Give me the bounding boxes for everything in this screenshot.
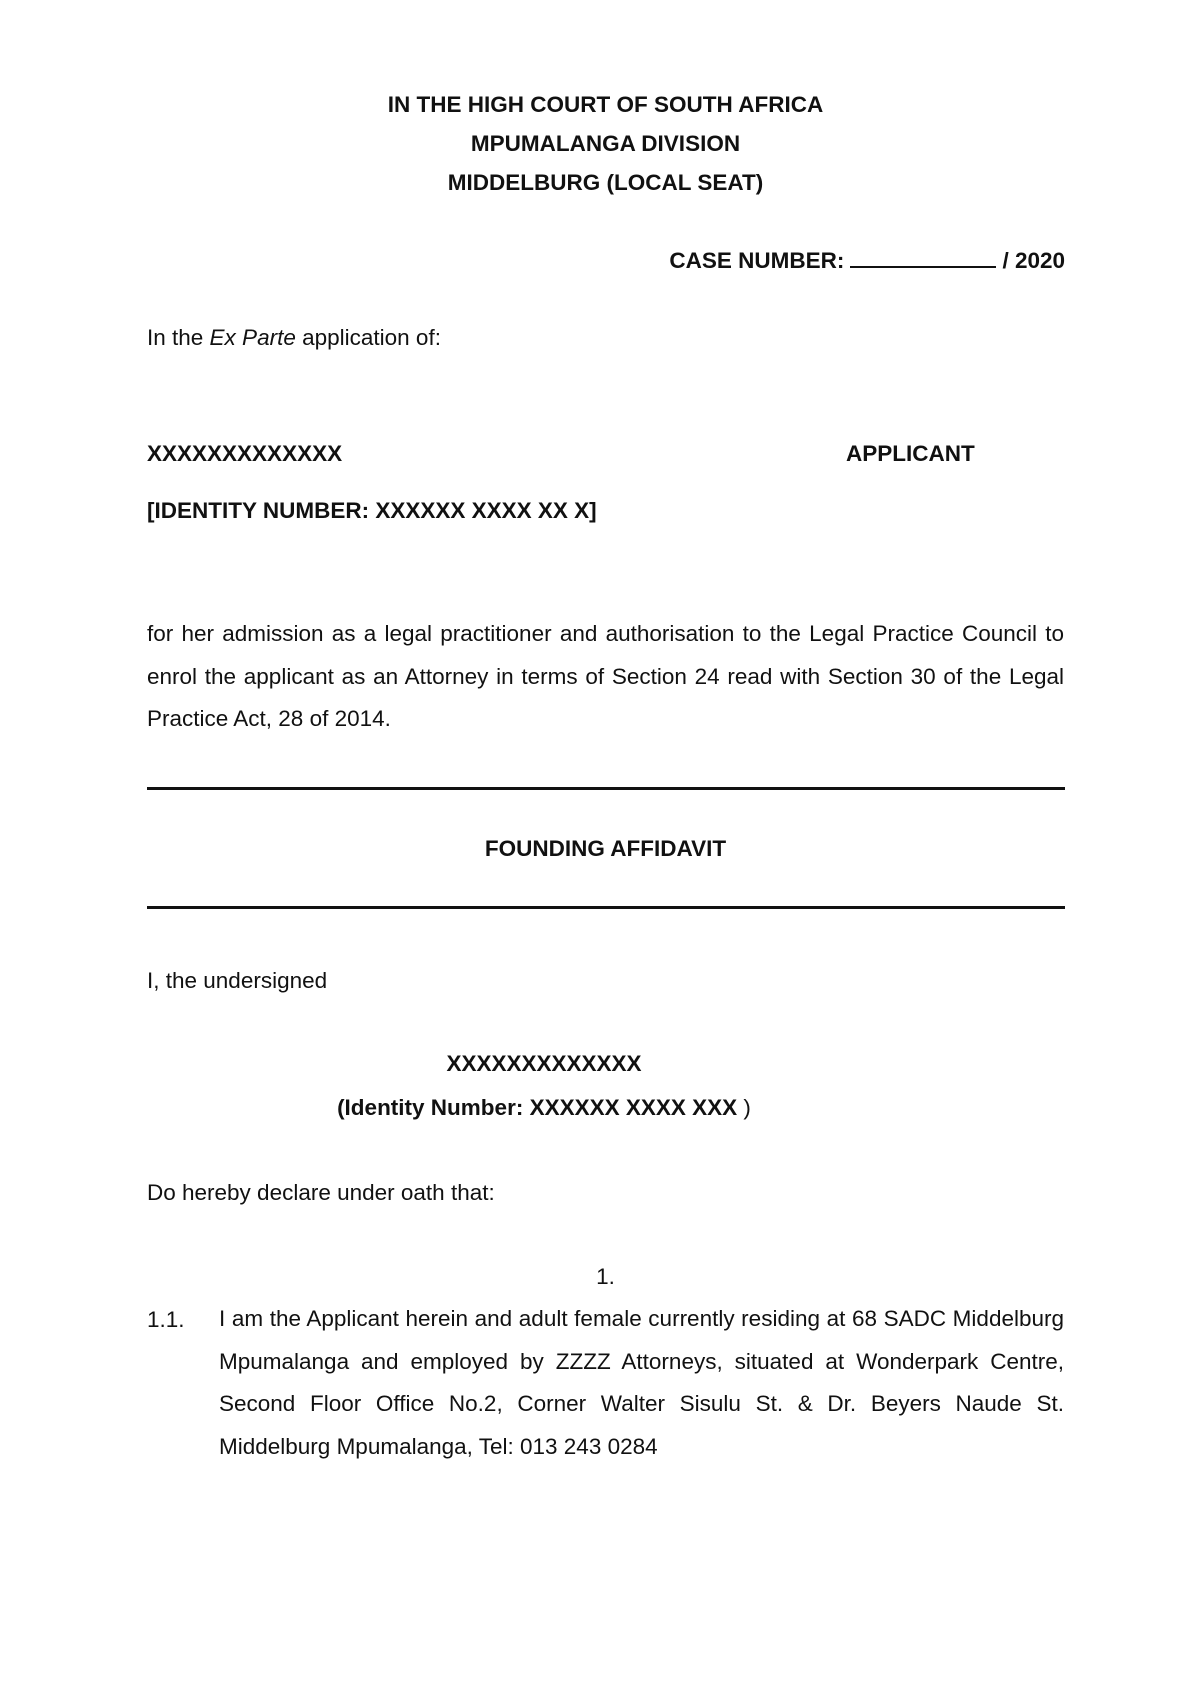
title-top-rule <box>147 787 1065 790</box>
deponent-intro: I, the undersigned <box>147 968 328 993</box>
document-title: FOUNDING AFFIDAVIT <box>484 836 727 861</box>
paragraph-number: 1.1. <box>147 1307 185 1332</box>
application-intro <box>147 324 441 352</box>
case-number-year: / 2020 <box>1002 248 1065 273</box>
court-division: MPUMALANGA DIVISION <box>470 131 741 156</box>
case-number-blank <box>850 248 996 268</box>
court-seat: MIDDELBURG (LOCAL SEAT) <box>447 170 764 195</box>
application-intro-prefix: In the <box>147 325 210 350</box>
section-number: 1. <box>596 1264 615 1289</box>
case-number-label: CASE NUMBER: <box>669 248 845 273</box>
applicant-name: XXXXXXXXXXXXX <box>147 441 343 466</box>
title-bottom-rule <box>147 906 1065 909</box>
deponent-identity <box>147 1094 941 1122</box>
case-number <box>669 247 1065 275</box>
deponent-declaration: Do hereby declare under oath that: <box>147 1180 495 1205</box>
deponent-name: XXXXXXXXXXXXX <box>446 1051 642 1076</box>
deponent-identity-bold: (Identity Number: XXXXXX XXXX XXX <box>337 1095 738 1120</box>
application-intro-italic: Ex Parte <box>209 325 296 350</box>
applicant-identity: [IDENTITY NUMBER: XXXXXX XXXX XX X] <box>147 498 597 523</box>
court-name: IN THE HIGH COURT OF SOUTH AFRICA <box>387 92 824 117</box>
paragraph-text: I am the Applicant herein and adult female currently residing at 68 SADC Middelburg Mpumalanga and employed by ZZZZ Attorneys, situated at Wonderpark Centre, Second Floor Office No.2, Corner Walter Sisulu St. & Dr. Beyers Naude St. Middelburg Mpumalanga, Tel: 013 243 0284 <box>219 1306 1064 1459</box>
deponent-identity-close: ) <box>737 1095 751 1120</box>
application-intro-suffix: application of: <box>295 325 441 350</box>
purpose-paragraph: for her admission as a legal practitioner and authorisation to the Legal Practice Council to enrol the applicant as an Attorney in terms of Section 24 read with Section 30 of the Legal Practice Act, 28 of 2014. <box>147 621 1064 731</box>
applicant-role: APPLICANT <box>846 441 975 466</box>
